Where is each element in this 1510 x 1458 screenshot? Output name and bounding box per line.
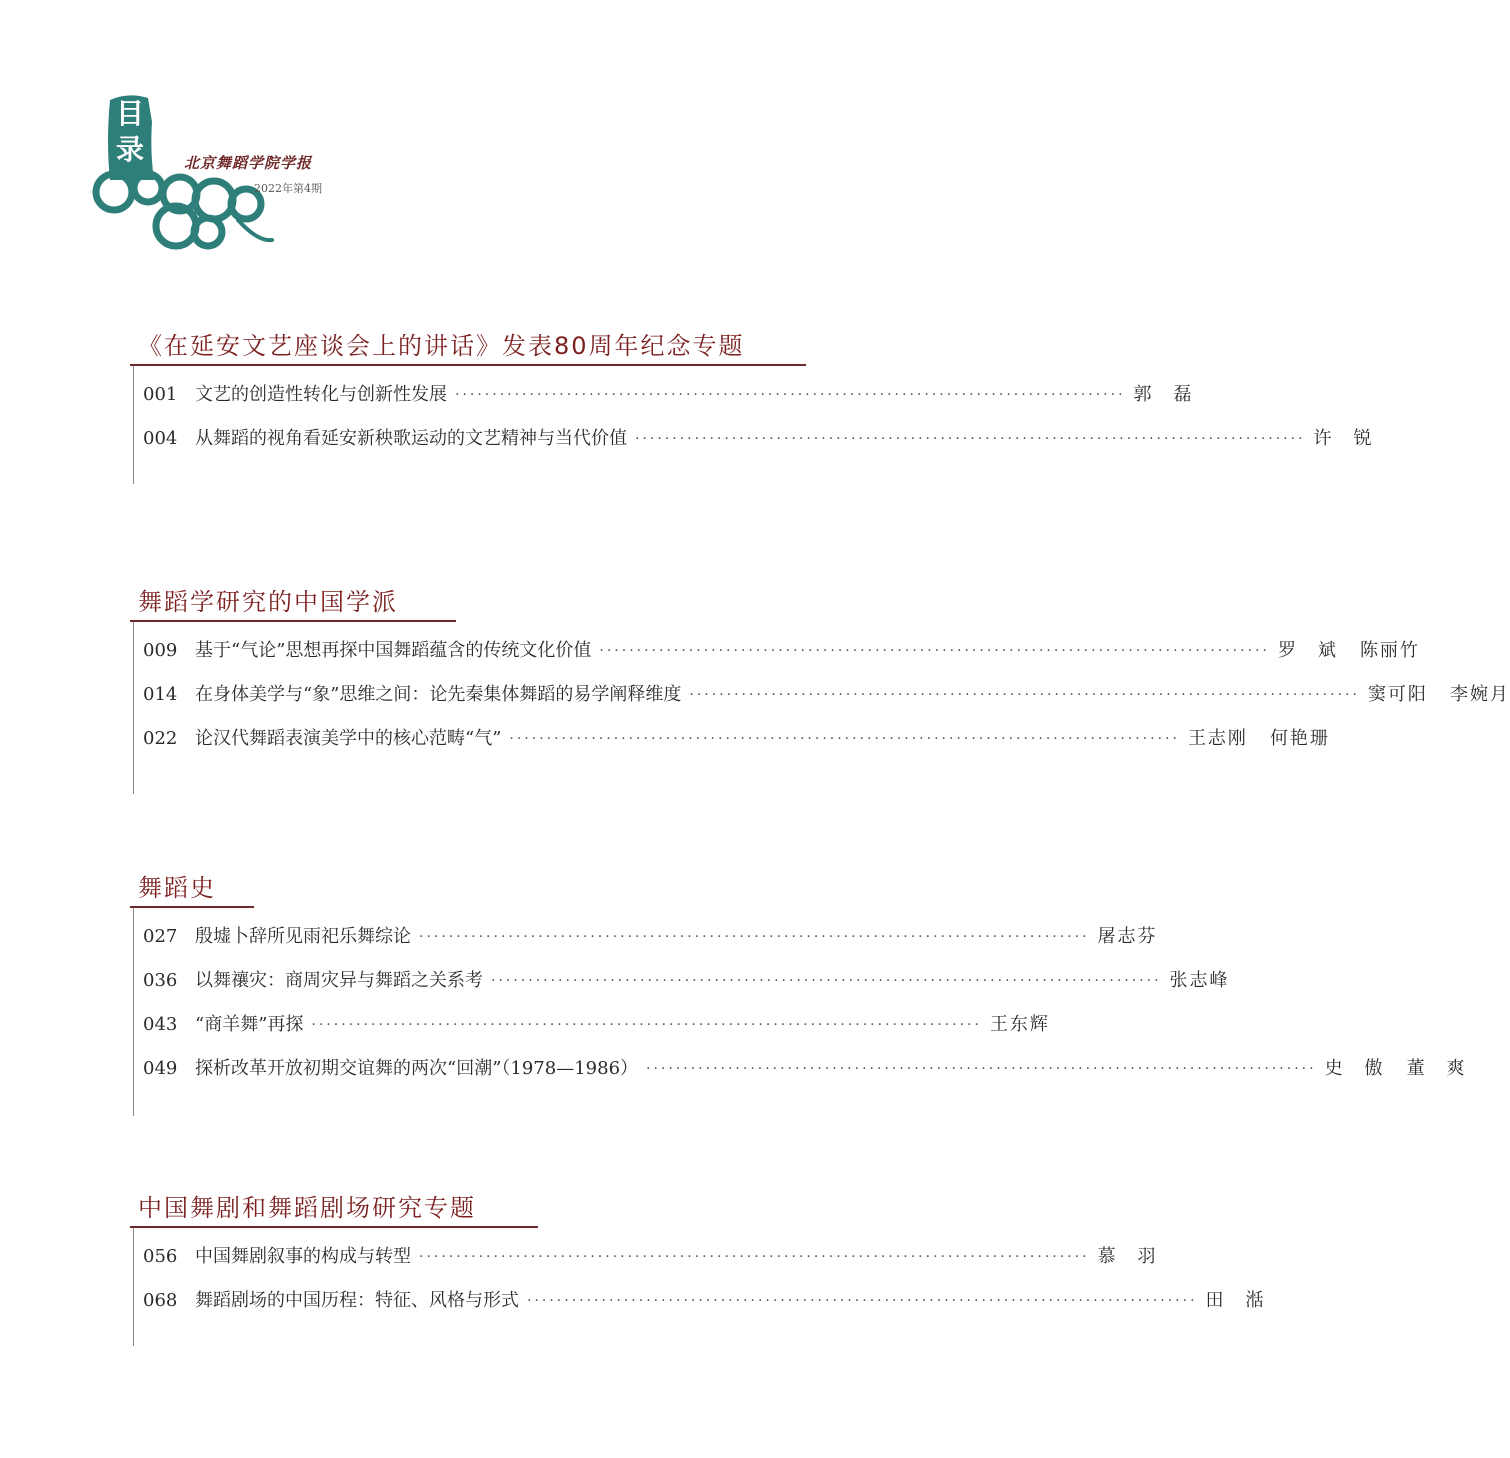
author: 王东辉 xyxy=(989,1014,1050,1035)
toc-entry[interactable] xyxy=(143,966,1230,996)
leader-dots: ·························································································· xyxy=(419,1249,1090,1265)
toc-entry[interactable] xyxy=(143,1242,1158,1272)
leader-dots: ·························································································· xyxy=(311,1017,982,1033)
authors xyxy=(1278,636,1420,666)
leader-dots: ·························································································· xyxy=(509,731,1180,747)
section-vline xyxy=(133,366,134,484)
page-number: 009 xyxy=(143,640,178,661)
mulu-char-2: 录 xyxy=(115,133,144,166)
leader-dots: ·························································································· xyxy=(491,973,1162,989)
page-number: 001 xyxy=(143,384,178,405)
section-rule xyxy=(130,364,806,366)
toc-entry[interactable] xyxy=(143,1010,1050,1040)
leader-dots: ·························································································· xyxy=(419,929,1090,945)
author: 史 傲 xyxy=(1324,1058,1385,1079)
authors xyxy=(1098,922,1158,952)
issue-label: 2022年第4期 xyxy=(254,182,322,195)
toc-entry[interactable] xyxy=(143,922,1158,952)
section-title: 中国舞剧和舞蹈剧场研究专题 xyxy=(138,1194,476,1222)
article-title: 从舞蹈的视角看延安新秧歌运动的文艺精神与当代价值 xyxy=(195,428,627,449)
page-number: 068 xyxy=(143,1290,178,1311)
mulu-char-1: 目 xyxy=(115,97,144,130)
page-number: 036 xyxy=(143,970,178,991)
toc-entry[interactable] xyxy=(143,424,1374,454)
toc-entry[interactable] xyxy=(143,1054,1467,1084)
authors xyxy=(1206,1286,1266,1316)
authors xyxy=(1170,966,1230,996)
journal-logo xyxy=(88,92,378,252)
author: 窦可阳 xyxy=(1367,684,1428,705)
mulu-label xyxy=(110,96,150,168)
authors xyxy=(1314,424,1374,454)
authors xyxy=(990,1010,1050,1040)
leader-dots: ·························································································· xyxy=(527,1293,1198,1309)
page-number: 027 xyxy=(143,926,178,947)
article-title: 殷墟卜辞所见雨祀乐舞综论 xyxy=(195,926,411,947)
section-title: 《在延安文艺座谈会上的讲话》发表80周年纪念专题 xyxy=(138,332,745,360)
journal-name: 北京舞蹈学院学报 xyxy=(184,154,313,172)
author: 李婉月 xyxy=(1449,684,1510,705)
author: 董 爽 xyxy=(1406,1058,1467,1079)
article-title: 舞蹈剧场的中国历程：特征、风格与形式 xyxy=(195,1290,519,1311)
author: 慕 羽 xyxy=(1097,1246,1158,1267)
page-number: 004 xyxy=(143,428,178,449)
toc-entry[interactable] xyxy=(143,636,1420,666)
toc-entry[interactable] xyxy=(143,724,1330,754)
author: 田 湉 xyxy=(1205,1290,1266,1311)
page-number: 043 xyxy=(143,1014,178,1035)
page-number: 056 xyxy=(143,1246,178,1267)
author: 陈丽竹 xyxy=(1359,640,1420,661)
author: 何艳珊 xyxy=(1269,728,1330,749)
article-title: 中国舞剧叙事的构成与转型 xyxy=(195,1246,411,1267)
leader-dots: ·························································································· xyxy=(599,643,1270,659)
leader-dots: ·························································································· xyxy=(455,387,1126,403)
article-title: 探析改革开放初期交谊舞的两次“回潮”（1978—1986） xyxy=(195,1058,639,1079)
authors xyxy=(1134,380,1194,410)
section-vline xyxy=(133,908,134,1116)
toc-entry[interactable] xyxy=(143,1286,1266,1316)
section-rule xyxy=(130,1226,538,1228)
article-title: 在身体美学与“象”思维之间：论先秦集体舞蹈的易学阐释维度 xyxy=(195,684,682,705)
section-vline xyxy=(133,622,134,794)
leader-dots: ·························································································· xyxy=(646,1061,1317,1077)
authors xyxy=(1325,1054,1467,1084)
author: 王志刚 xyxy=(1187,728,1248,749)
section-rule xyxy=(130,620,456,622)
authors xyxy=(1368,680,1510,710)
author: 郭 磊 xyxy=(1133,384,1194,405)
leader-dots: ·························································································· xyxy=(635,431,1306,447)
section-rule xyxy=(130,906,254,908)
authors xyxy=(1188,724,1330,754)
author: 张志峰 xyxy=(1169,970,1230,991)
author: 屠志芬 xyxy=(1097,926,1158,947)
article-title: 基于“气论”思想再探中国舞蹈蕴含的传统文化价值 xyxy=(195,640,592,661)
authors xyxy=(1098,1242,1158,1272)
toc-entry[interactable] xyxy=(143,680,1510,710)
page-number: 014 xyxy=(143,684,178,705)
section-title: 舞蹈史 xyxy=(138,874,216,902)
article-title: 以舞禳灾：商周灾异与舞蹈之关系考 xyxy=(195,970,483,991)
article-title: 论汉代舞蹈表演美学中的核心范畴“气” xyxy=(195,728,502,749)
leader-dots: ·························································································· xyxy=(689,687,1360,703)
section-vline xyxy=(133,1228,134,1346)
toc-entry[interactable] xyxy=(143,380,1194,410)
article-title: “商羊舞”再探 xyxy=(195,1014,304,1035)
page-number: 022 xyxy=(143,728,178,749)
page-number: 049 xyxy=(143,1058,178,1079)
author: 许 锐 xyxy=(1313,428,1374,449)
article-title: 文艺的创造性转化与创新性发展 xyxy=(195,384,447,405)
author: 罗 斌 xyxy=(1277,640,1338,661)
section-title: 舞蹈学研究的中国学派 xyxy=(138,588,398,616)
